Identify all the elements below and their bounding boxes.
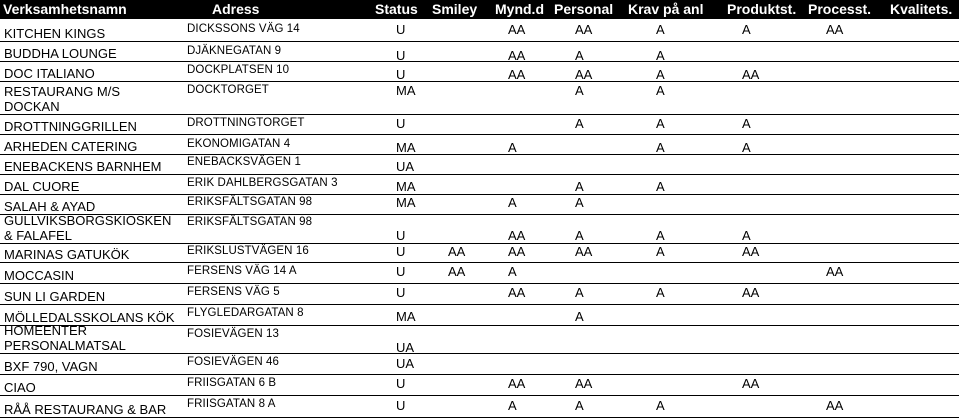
cell-produkt: A: [742, 22, 751, 37]
table-row: [0, 354, 959, 375]
column-header-personal: Personal: [554, 1, 614, 17]
table-row: [0, 305, 959, 326]
cell-process: AA: [826, 22, 844, 37]
cell-name: BUDDHA LOUNGE: [4, 46, 117, 61]
cell-personal: AA: [575, 376, 593, 391]
cell-personal: AA: [575, 22, 593, 37]
table-row: [0, 115, 959, 135]
cell-produkt: A: [742, 116, 751, 131]
cell-krav: A: [656, 285, 665, 300]
cell-krav: A: [656, 83, 665, 98]
cell-krav: A: [656, 116, 665, 131]
table-row: [0, 323, 959, 355]
cell-status: UA: [396, 159, 415, 174]
column-header-krav: Krav på anl: [628, 1, 704, 17]
table-row: [0, 284, 959, 305]
cell-address: FOSIEVÄGEN 13: [187, 328, 280, 340]
cell-status: U: [396, 48, 406, 63]
cell-name: RESTAURANG M/S DOCKAN: [4, 84, 121, 114]
cell-address: FRIISGATAN 6 B: [187, 377, 277, 389]
cell-krav: A: [656, 22, 665, 37]
column-header-status: Status: [375, 1, 418, 17]
cell-myndd: A: [508, 398, 517, 413]
cell-name: CIAO: [4, 380, 36, 395]
cell-address: DOCKTORGET: [187, 84, 269, 96]
cell-personal: A: [575, 309, 584, 324]
table-row: [0, 195, 959, 215]
cell-personal: A: [575, 285, 584, 300]
cell-myndd: A: [508, 195, 517, 210]
table-row: [0, 396, 959, 418]
cell-status: UA: [396, 356, 415, 371]
cell-address: ERIKSFÄLTSGATAN 98: [187, 196, 313, 208]
cell-status: U: [396, 285, 406, 300]
table-row: [0, 175, 959, 195]
cell-krav: A: [656, 398, 665, 413]
cell-address: DJÄKNEGATAN 9: [187, 45, 282, 57]
cell-produkt: A: [742, 228, 751, 243]
cell-myndd: AA: [508, 67, 526, 82]
cell-status: MA: [396, 140, 416, 155]
cell-krav: A: [656, 179, 665, 194]
cell-status: UA: [396, 340, 415, 355]
cell-address: FERSENS VÄG 14 A: [187, 265, 297, 277]
cell-name: MOCCASIN: [4, 268, 75, 283]
cell-address: FERSENS VÄG 5: [187, 286, 280, 298]
cell-status: U: [396, 398, 406, 413]
table-row: [0, 42, 959, 62]
table-header: [0, 0, 959, 19]
cell-name: BXF 790, VAGN: [4, 359, 98, 374]
cell-address: ENEBACKSVÄGEN 1: [187, 156, 301, 168]
cell-personal: A: [575, 228, 584, 243]
cell-name: DOC ITALIANO: [4, 66, 95, 81]
column-header-produkt: Produktst.: [727, 1, 797, 17]
cell-personal: A: [575, 179, 584, 194]
cell-personal: A: [575, 195, 584, 210]
cell-status: U: [396, 67, 406, 82]
cell-myndd: A: [508, 264, 517, 279]
cell-name: HOMEENTER PERSONALMATSAL: [4, 323, 126, 353]
cell-krav: A: [656, 140, 665, 155]
cell-name: GULLVIKSBORGSKIOSKEN & FALAFEL: [4, 213, 172, 243]
cell-krav: A: [656, 244, 665, 259]
column-header-smiley: Smiley: [432, 1, 478, 17]
cell-myndd: AA: [508, 376, 526, 391]
cell-krav: A: [656, 228, 665, 243]
cell-address: DROTTNINGTORGET: [187, 117, 305, 129]
cell-name: DROTTNINGGRILLEN: [4, 119, 137, 134]
cell-address: DICKSSONS VÄG 14: [187, 23, 300, 35]
cell-status: MA: [396, 179, 416, 194]
cell-address: ERIKSFÄLTSGATAN 98: [187, 216, 313, 228]
cell-status: MA: [396, 309, 416, 324]
cell-status: U: [396, 228, 406, 243]
cell-address: FLYGLEDARGATAN 8: [187, 307, 304, 319]
cell-status: U: [396, 116, 406, 131]
cell-address: FOSIEVÄGEN 46: [187, 356, 280, 368]
cell-name: DAL CUORE: [4, 179, 80, 194]
table-row: [0, 62, 959, 82]
cell-myndd: AA: [508, 48, 526, 63]
cell-smiley: AA: [448, 244, 466, 259]
cell-myndd: AA: [508, 244, 526, 259]
table-row: [0, 19, 959, 42]
cell-name: ARHEDEN CATERING: [4, 139, 138, 154]
cell-process: AA: [826, 264, 844, 279]
cell-personal: A: [575, 116, 584, 131]
cell-address: FRIISGATAN 8 A: [187, 398, 276, 410]
cell-smiley: AA: [448, 264, 466, 279]
cell-status: MA: [396, 195, 416, 210]
table-row: [0, 215, 959, 244]
cell-status: U: [396, 376, 406, 391]
cell-status: U: [396, 244, 406, 259]
column-header-process: Processt.: [808, 1, 872, 17]
cell-name: MÖLLEDALSSKOLANS KÖK: [4, 310, 175, 325]
cell-name: MARINAS GATUKÖK: [4, 247, 130, 262]
table-row: [0, 244, 959, 263]
cell-address: EKONOMIGATAN 4: [187, 138, 291, 150]
cell-name: SUN LI GARDEN: [4, 289, 106, 304]
table-row: [0, 375, 959, 396]
cell-produkt: AA: [742, 285, 760, 300]
table-row: [0, 155, 959, 175]
cell-address: DOCKPLATSEN 10: [187, 64, 290, 76]
table-row: [0, 135, 959, 155]
cell-personal: A: [575, 48, 584, 63]
cell-name: KITCHEN KINGS: [4, 26, 106, 41]
cell-name: SALAH & AYAD: [4, 199, 96, 214]
cell-name: ENEBACKENS BARNHEM: [4, 159, 162, 174]
cell-myndd: AA: [508, 285, 526, 300]
cell-personal: AA: [575, 67, 593, 82]
column-header-myndd: Mynd.d: [495, 1, 544, 17]
cell-process: AA: [826, 398, 844, 413]
column-header-name: Verksamhetsnamn: [3, 1, 127, 17]
cell-address: ERIKSLUSTVÄGEN 16: [187, 245, 309, 257]
table-row: [0, 82, 959, 115]
column-header-kvalitet: Kvalitets.: [890, 1, 953, 17]
cell-krav: A: [656, 48, 665, 63]
cell-status: U: [396, 22, 406, 37]
cell-name: RÅÅ RESTAURANG & BAR: [4, 402, 167, 417]
cell-myndd: AA: [508, 228, 526, 243]
cell-address: ERIK DAHLBERGSGATAN 3: [187, 177, 338, 189]
cell-produkt: A: [742, 140, 751, 155]
cell-produkt: AA: [742, 67, 760, 82]
cell-myndd: A: [508, 140, 517, 155]
cell-personal: A: [575, 83, 584, 98]
table-row: [0, 263, 959, 284]
column-header-address: Adress: [212, 1, 260, 17]
cell-krav: A: [656, 67, 665, 82]
cell-produkt: AA: [742, 376, 760, 391]
cell-produkt: AA: [742, 244, 760, 259]
cell-status: MA: [396, 83, 416, 98]
cell-personal: AA: [575, 244, 593, 259]
cell-status: U: [396, 264, 406, 279]
cell-personal: A: [575, 398, 584, 413]
cell-myndd: AA: [508, 22, 526, 37]
